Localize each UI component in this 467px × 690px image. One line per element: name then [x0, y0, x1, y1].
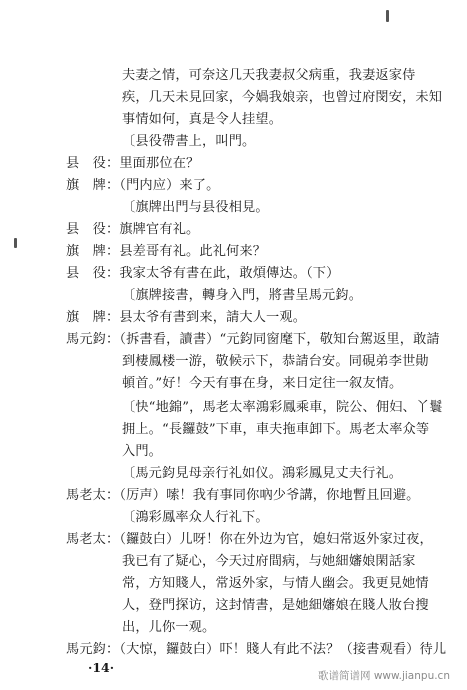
stage-direction: 〔旗牌接書，轉身入門，將書呈馬元鈞。: [122, 288, 363, 303]
stage-direction: 〔快“地錦”，馬老太率鴻彩鳳乘車，院公、佣妇、丫鬟: [122, 400, 443, 415]
text-line: 到棲鳳楼一游，敬候示下，恭請台安。同硯弟李世勛: [122, 354, 429, 369]
text-line: 夫妻之情，可奈这几天我妻叔父病重，我妻返家侍: [122, 68, 416, 83]
text-line: 拥上。“長鑼鼓”下車，車夫拖車卸下。馬老太率众等: [122, 422, 430, 437]
stage-direction: 〔旗牌出門与县役相見。: [122, 200, 269, 215]
text-line: 頓首。”好！今天有事在身，来日定往一叙友情。: [122, 376, 403, 391]
page-number: ·14·: [88, 660, 115, 675]
dialogue-line: 馬老太：（厉声）嗦！我有事同你吶少爷講，你地暫且回避。: [66, 488, 420, 503]
page-mark: [386, 10, 389, 22]
dialogue-line: 馬元鈞：（拆書看，讀書）“元鈞同窗麾下，敬知台駕返里，敢請: [66, 332, 440, 347]
text-line: 事情如何，真是令人挂望。: [122, 112, 283, 127]
stage-direction: 〔鴻彩鳳率众人行礼下。: [122, 510, 269, 525]
dialogue-line: 县 役：我家太爷有書在此，敢煩傳达。（下）: [66, 266, 340, 281]
margin-mark: [14, 238, 17, 248]
dialogue-line: 馬元鈞：（大惊，鑼鼓白）吓！賤人有此不法？（接書观看）待儿: [66, 642, 447, 657]
text-line: 常，方知賤人，常返外家，与情人幽会。我更見她情: [122, 576, 429, 591]
dialogue-line: 县 役：旗牌官有礼。: [66, 222, 200, 237]
text-line: 入門。: [122, 444, 163, 459]
dialogue-line: 旗 牌：（門内应）来了。: [66, 178, 220, 193]
stage-direction: 〔县役帶書上，叫門。: [122, 134, 256, 149]
text-line: 疾，几天未見回家，今媧我娘亲，也曾过府閔安，未知: [122, 90, 443, 105]
dialogue-line: 县 役：里面那位在？: [66, 156, 200, 171]
text-line: 我已有了疑心，今天过府間病，与她細嬸娘閑話家: [122, 554, 416, 569]
stage-direction: 〔馬元鈞見母亲行礼如仪。鴻彩鳳見丈夫行礼。: [122, 466, 403, 481]
text-line: 出，儿你一观。: [122, 620, 216, 635]
text-line: 人，登門探访，这封情書，是她細嬸娘在賤人妝台搜: [122, 598, 429, 613]
dialogue-line: 旗 牌：县差哥有礼。此礼何来？: [66, 244, 267, 259]
dialogue-line: 馬老太：（鑼鼓白）儿呀！你在外边为官，媳妇常返外家过夜，: [66, 532, 433, 547]
dialogue-line: 旗 牌：县太爷有書到来，請大人一观。: [66, 310, 307, 325]
watermark: 歌谱简谱网 www.jianpu.cn: [318, 670, 450, 682]
